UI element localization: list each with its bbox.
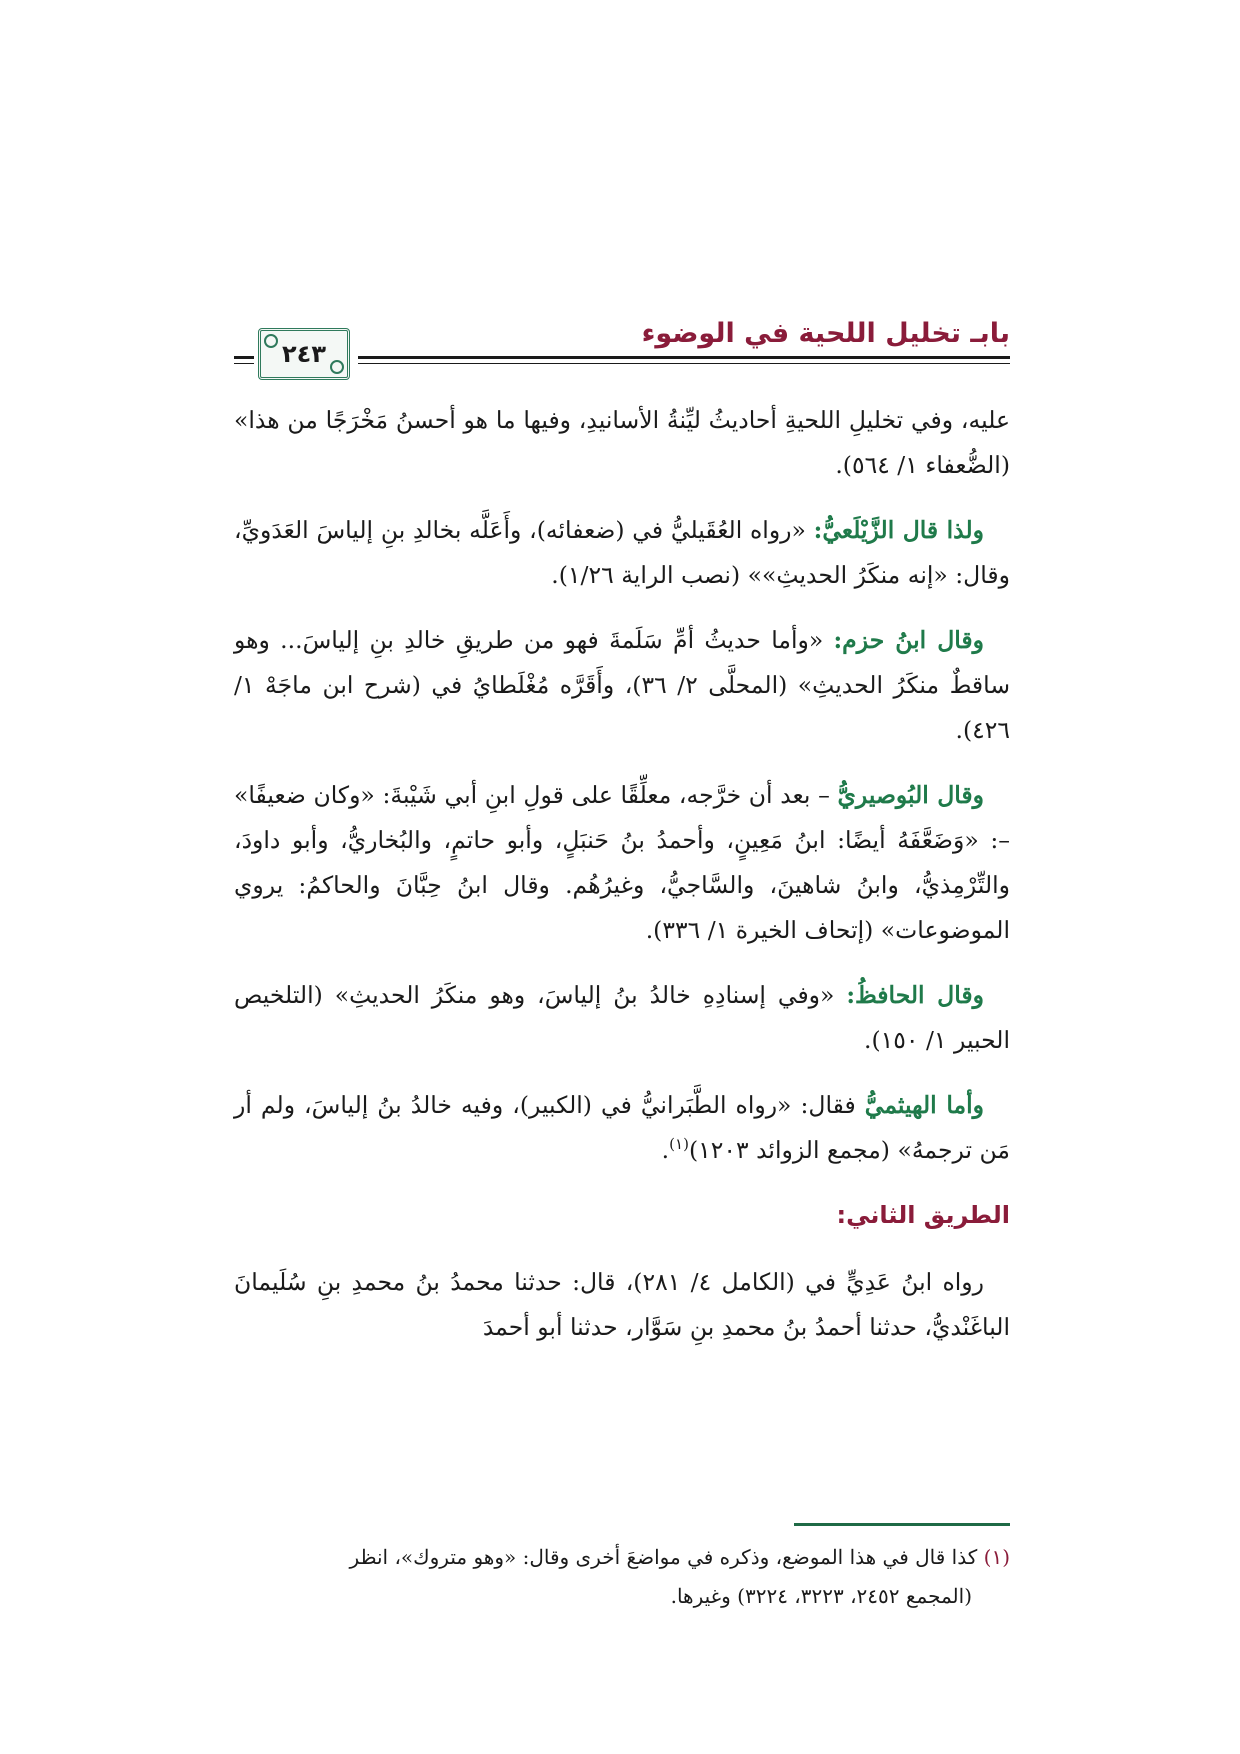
quoted-scholar-name: وقال الحافظُ: [846,981,985,1009]
quoted-scholar-name: ولذا قال الزَّيْلَعيُّ: [813,516,984,544]
paragraph-text: «رواه العُقَيليُّ في (ضعفائه)، وأَعَلَّه بخالدِ بنِ إلياسَ العَدَويِّ، وقال: «إنه منكَرُ الحديثِ»» (نصب الراية ١/٢٦). [234,516,1010,589]
paragraph [234,398,1010,488]
paragraph [234,1260,1010,1350]
quoted-scholar-name: وقال ابنُ حزم: [833,626,985,654]
paragraph [234,973,1010,1063]
section-heading: الطريق الثاني: [836,1201,1010,1229]
paragraph [234,618,1010,753]
quoted-scholar-name: وقال البُوصيريُّ [837,781,985,809]
footnote-text: كذا قال في هذا الموضع، وذكره في مواضعَ أخرى وقال: «وهو متروك»، انظر [349,1545,984,1569]
header-rule-left-thin [234,363,254,364]
paragraph [234,773,1010,953]
footnote [234,1538,1010,1577]
paragraph-text: فقال: «رواه الطَّبَرانيُّ في (الكبير)، وفيه خالدُ بنُ إلياسَ، ولم أر مَن ترجمهُ» (مجمع الزوائد ١٢٠٣) [234,1091,1010,1164]
chapter-title: بابـ تخليل اللحية في الوضوء [641,318,1010,349]
header-rule-thin [358,363,1010,364]
running-header [234,318,1010,380]
paragraph-end: . [661,1136,670,1164]
paragraph [234,1083,1010,1173]
footnote-separator [794,1523,1010,1526]
footnote-reference: (١) [669,1135,689,1154]
footnote-continuation: (المجمع ٢٤٥٢، ٣٢٢٣، ٣٢٢٤) وغيرها. [670,1584,972,1608]
paragraph [234,508,1010,598]
paragraph-text: – بعد أن خرَّجه، معلِّقًا على قولِ ابنِ أبي شَيْبةَ: «وكان ضعيفًا» –: «وَضَعَّفَهُ أيضًا: ابنُ مَعِينٍ، وأحمدُ بنُ حَنبَلٍ، وأبو حاتمٍ، والبُخاريُّ، وأبو داودَ، والتِّرْمِذيُّ، وابنُ شاهينَ، والسَّاجيُّ، وغيرُهُم. وقال ابنُ حِبَّانَ والحاكمُ: يروي الموضوعات» (إتحاف الخيرة ١/ ٣٣٦). [234,781,1010,944]
paragraph-text: «وأما حديثُ أمِّ سَلَمةَ فهو من طريقِ خالدِ بنِ إلياسَ... وهو ساقطٌ منكَرُ الحديثِ» (المحلَّى ٢/ ٣٦)، وأَقَرَّه مُغْلَطايُ في (شرح ابن ماجَهْ ١/ ٤٢٦). [234,626,1011,744]
quoted-scholar-name: وأما الهيثميُّ [864,1091,984,1119]
footnote-marker: (١) [983,1545,1010,1569]
page-number-badge [258,328,350,380]
header-rule-left [234,356,254,359]
paragraph-text: «وفي إسنادِهِ خالدُ بنُ إلياسَ، وهو منكَرُ الحديثِ» (التلخيص الحبير ١/ ١٥٠). [234,981,1010,1054]
paragraph-text: رواه ابنُ عَدِيٍّ في (الكامل ٤/ ٢٨١)، قال: حدثنا محمدُ بنُ محمدِ بنِ سُلَيمانَ الباغَنْديُّ، حدثنا أحمدُ بنُ محمدِ بنِ سَوَّار، حدثنا أبو أحمدَ [234,1268,1010,1341]
header-rule [358,356,1010,359]
paragraph-text: عليه، وفي تخليلِ اللحيةِ أحاديثُ ليِّنةُ الأسانيدِ، وفيها ما هو أحسنُ مَخْرَجًا من هذا» (الضُّعفاء ١/ ٥٦٤). [234,406,1010,479]
footnotes [234,1538,1010,1616]
page-number: ٢٤٣ [282,340,326,368]
main-text [234,398,1010,1370]
